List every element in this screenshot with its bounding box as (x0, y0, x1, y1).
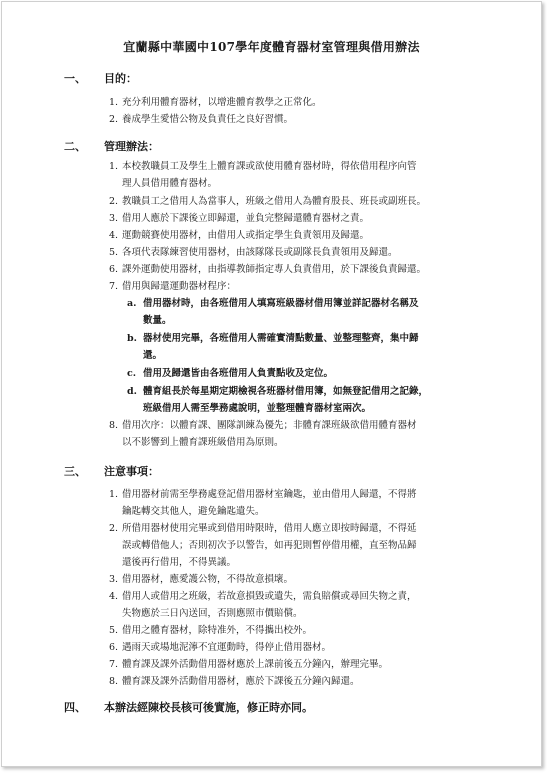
section-number: 三、 (64, 465, 86, 478)
section-title: 目的： (104, 72, 137, 85)
section-number: 四、 (64, 701, 86, 714)
section-title: 本辦法經陳校長核可後實施，修正時亦同。 (104, 701, 313, 714)
section-heading-enactment (64, 699, 313, 715)
document-page: 宜蘭縣中華國中107學年度體育器材室管理與借用辦法 一、 目的： 1. 充分利用體育器材，以增進體育教學之正常化。 2. 養成學生愛惜公物及負責任之良好習慣。 二、 管理辦法： 1. 本校教職員工及學生上體育課或欲使用體育器材時，得依借用程序向管 理人員借用體育器材。 2. 教職員工之借用人為當事人，班級之借用人為體育股長、班長或副班長。 3. 借用人應於下課後立即歸還，並負完整歸還體育器材之責。 4. 運動競賽使用器材，由借用人或指定學生負責領用及歸還。 5. 各項代表隊練習使用器材，由該隊隊長或副隊長負責領用及歸還。 6. 課外運動使用器材，由指導教師指定專人負責借用，於下課後負責歸還。 7. 借用與歸還運動器材程序： a. 借用器材時，由各班借用人填寫班級器材借用簿並詳記器材名稱及 數量。 b. 器材使用完畢，各班借用人需確實清點數量、並整理整齊，集中歸 還。 c. 借用及歸還皆由各班借用人負責點收及定位。 d. 體育組長於每星期定期檢視各班器材借用簿，如無登記借用之記錄， 班級借用人需至學務處說明，並整理體育器材室兩次。 8. 借用次序：以體育課、團隊訓練為優先；非體育課班級欲借用體育器材 以不影響到上體育課班級借用為原則。 三、 注意事項： 1. 借用器材前需至學務處登記借用器材室鑰匙，並由借用人歸還，不得將 鑰匙轉交其他人，避免鑰匙遺失。 2. 所借用器材使用完畢或到借用時限時，借用人應立即按時歸還，不得延 誤或轉借他人；否則初次予以警告，如再犯則暫停借用權，直至物品歸 還後再行借用，不得異議。 3. 借用器材，應愛護公物，不得故意損壞。 4. 借用人或借用之班級，若故意損毀或遺失，需負賠償或尋回失物之責， 失物應於三日內送回，否則應照市價賠償。 5. 借用之體育器材，除特准外，不得攜出校外。 6. 遇雨天或場地泥濘不宜運動時，得停止借用器材。 7. 體育課及課外活動借用器材應於上課前後五分鐘內，辦理完畢。 8. 體育課及課外活動借用器材，應於下課後五分鐘內歸還。 四、 本辦法經陳校長核可後實施，修正時亦同。 (1, 1, 542, 767)
section-heading-management (64, 138, 159, 154)
document-title: 宜蘭縣中華國中107學年度體育器材室管理與借用辦法 (123, 40, 420, 54)
section-title: 注意事項： (104, 465, 159, 478)
section-number: 一、 (64, 72, 86, 85)
section-title: 管理辦法： (104, 140, 159, 153)
section-heading-notes (64, 463, 159, 479)
section-number: 二、 (64, 140, 86, 153)
section-heading-purpose (64, 70, 137, 86)
